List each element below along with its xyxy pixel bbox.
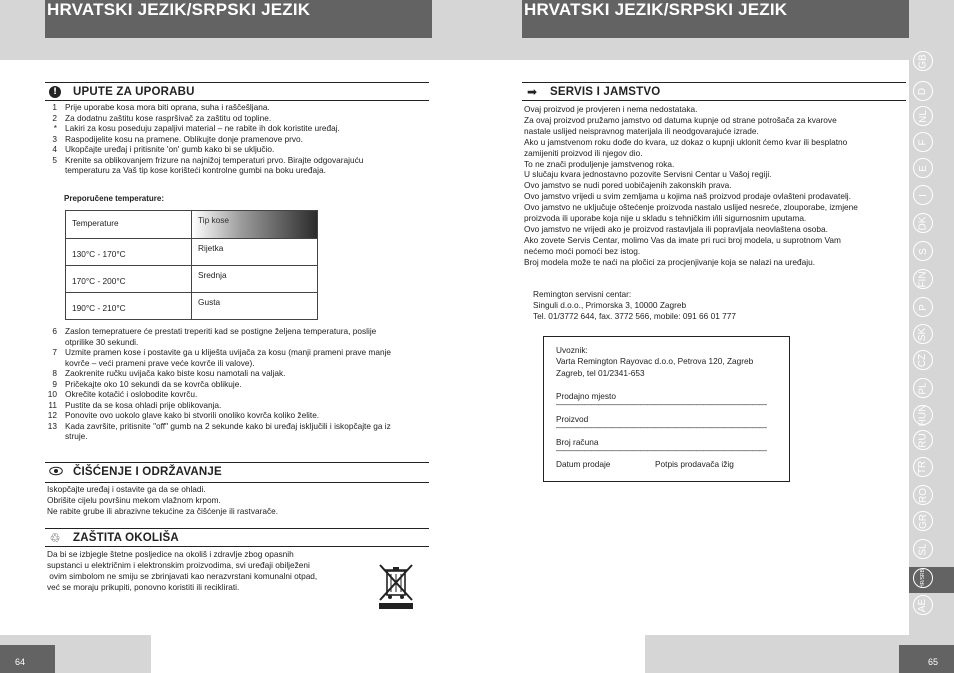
language-tab-label: GR xyxy=(917,513,929,529)
language-tab-ro[interactable] xyxy=(913,485,933,505)
list-item-text: Krenite sa oblikovanjem frizure na najnižoj temperaturi prvo. Birajte odgovarajuću xyxy=(65,154,364,165)
warranty-card xyxy=(543,336,790,482)
list-item-text: Za dodatnu zaštitu kose raspršivač za zaštitu od topline. xyxy=(65,112,272,123)
language-tab-ru[interactable] xyxy=(913,430,933,450)
language-tab-label: RO xyxy=(917,487,929,503)
section-instructions-header xyxy=(45,82,429,96)
service-line: proizvoda ili uporabe koja nije u skladu s tehničkim i/ili sigurnosnim uputama. xyxy=(524,213,807,223)
list-item xyxy=(45,431,391,442)
language-tabs xyxy=(909,45,954,635)
service-line: Za ovaj proizvod pružamo jamstvo od datuma kupnje od strane potrošača za kvarove xyxy=(524,114,837,125)
table-row xyxy=(66,292,317,319)
list-item xyxy=(45,379,391,390)
table-cell: 130°C - 170°C xyxy=(66,239,192,265)
language-tab-label: AE xyxy=(917,598,929,612)
importer-label: Uvoznik: xyxy=(556,345,588,355)
divider xyxy=(45,546,429,547)
cleaning-line: Iskopčajte uređaj i ostavite ga da se ohladi. xyxy=(47,484,206,494)
list-item xyxy=(45,123,363,134)
section-title: UPUTE ZA UPORABU xyxy=(73,86,195,98)
service-line: Ako u jamstvenom roku dođe do kvara, uz dokaz o kupnji uklonit ćemo kvar ili besplatno xyxy=(524,136,848,147)
product-line: —————————————————————————————— xyxy=(556,423,766,432)
sale-place-label: Prodajno mjesto xyxy=(556,391,616,401)
language-tab-label: SL xyxy=(917,542,929,556)
page-number-left: 64 xyxy=(0,645,55,673)
list-item-number: 13 xyxy=(47,420,57,431)
list-item-number: 12 xyxy=(47,410,57,420)
list-item xyxy=(45,326,391,337)
table-header-cell: Tip kose xyxy=(192,211,317,238)
divider xyxy=(45,100,429,101)
language-tab-label: HUN xyxy=(917,404,929,426)
list-item-text: Lakiri za kosu poseduju zapaljivi material – ne rabite ih dok koristite uređaj. xyxy=(65,123,340,133)
cleaning-line: Ne rabite grube ili abrazivne tekućine za čišćenje ili rastvarače. xyxy=(47,506,279,516)
service-center-line: Singuli d.o.o., Primorska 3, 10000 Zagreb xyxy=(533,300,687,310)
language-tab-label: TR xyxy=(917,460,929,474)
environment-line: supstanci u električnim i elektronskim proizvodima, svi uređaji obilježeni xyxy=(47,560,310,570)
list-item xyxy=(45,102,363,113)
service-center-line: Tel. 01/3772 644, fax. 3772 566, mobile: 091 66 01 777 xyxy=(533,311,736,321)
service-line: Ovo jamstvo se nudi pored uobičajenih zakonskih prava. xyxy=(524,180,732,191)
table-row xyxy=(66,265,317,292)
table-header-cell: Temperature xyxy=(66,211,192,238)
language-tab-label: HR/SRB xyxy=(919,568,926,588)
language-tab-ae[interactable] xyxy=(913,595,933,615)
list-item-number: 3 xyxy=(52,133,57,144)
list-item-number: 11 xyxy=(48,399,57,410)
language-tab-label: SK xyxy=(917,327,929,341)
recycle-icon: ♲ xyxy=(49,531,61,545)
instructions-list-b xyxy=(45,326,391,442)
table-cell: Gusta xyxy=(198,297,221,307)
language-tab-label: GB xyxy=(917,53,929,69)
service-line: Ovo jamstvo ne vrijedi ako je proizvod rastavljala ili popravljala neovlaštena osoba. xyxy=(524,223,828,234)
list-item xyxy=(45,155,363,166)
language-tab-e[interactable] xyxy=(913,158,933,178)
list-item-text: struje. xyxy=(65,431,88,441)
list-item-number: 7 xyxy=(52,347,57,357)
service-center-line: Remington servisni centar: xyxy=(533,289,632,299)
product-label: Proizvod xyxy=(556,414,589,424)
page-number-right: 65 xyxy=(899,645,954,673)
language-tab-label: I xyxy=(917,193,929,197)
service-line: Ovo jamstvo vrijedi u svim zemljama u kojima naš proizvod prodaje ovlašteni prodavatelj. xyxy=(524,191,851,202)
section-service-header xyxy=(522,82,906,99)
language-tab-pl[interactable] xyxy=(913,378,933,398)
list-item-text: Ukopčajte uređaj i pritisnite 'on' gumb kako bi se uključio. xyxy=(65,144,275,154)
list-item-text: Uzmite pramen kose i postavite ga u kliješta uvijača za kosu (manji prameni prave manje xyxy=(65,347,392,357)
language-tab-hr-srb[interactable] xyxy=(913,568,933,588)
list-item-text: Kada završite, pritisnite "off" gumb na 2 sekunde kako bi uređaj isključili i iskopčajte ga iz xyxy=(65,420,391,431)
table-header-row xyxy=(66,211,317,238)
section-cleaning-header xyxy=(45,462,429,476)
language-tab-dk[interactable] xyxy=(913,213,933,233)
temperature-table xyxy=(65,210,318,320)
language-tab-gr[interactable] xyxy=(913,511,933,531)
section-environment-header xyxy=(45,528,429,545)
list-item xyxy=(45,347,391,358)
list-item xyxy=(45,113,363,124)
list-item-text: otprilike 30 sekundi. xyxy=(65,336,139,347)
language-tab-s[interactable] xyxy=(913,241,933,261)
list-item-text: temperaturu za Vaš tip kose korišteći kontrolne gumbi na boku uređaja. xyxy=(65,165,326,175)
language-tab-tr[interactable] xyxy=(913,457,933,477)
divider xyxy=(45,482,429,483)
language-tab-label: E xyxy=(917,164,929,172)
service-line: To ne znači produljenje jamstvenog roka. xyxy=(524,158,675,169)
sale-place-line: —————————————————————————————— xyxy=(556,400,766,409)
table-cell: Srednja xyxy=(198,270,227,280)
list-item-text: Pričekajte oko 10 sekundi da se kovrča oblikuje. xyxy=(65,378,242,389)
language-tab-d[interactable] xyxy=(913,81,933,101)
list-item xyxy=(45,134,363,145)
list-item-number: 6 xyxy=(52,326,57,336)
list-item-text: Okrečite kotačić i oslobodite kovrču. xyxy=(65,389,198,399)
language-tab-label: NL xyxy=(917,109,929,123)
warning-icon: ! xyxy=(49,86,61,98)
sale-date-label: Datum prodaje xyxy=(556,459,611,469)
service-line: Ovaj proizvod je provjeren i nema nedostataka. xyxy=(524,104,698,114)
table-cell: Rijetka xyxy=(198,243,224,253)
list-item-text: Raspodijelite kosu na pramene. Oblikujte donje pramenove prvo. xyxy=(65,133,303,144)
invoice-label: Broj računa xyxy=(556,437,599,447)
list-item-text: Ponovite ovo uokolo glave kako bi stvorili onoliko kovrča koliko želite. xyxy=(65,410,320,420)
language-tab-label: CZ xyxy=(917,353,929,367)
table-cell: 170°C - 200°C xyxy=(66,266,192,292)
list-item-text: kovrče – veći prameni prave veće kovrče ili valove). xyxy=(65,357,255,368)
language-tab-gb[interactable] xyxy=(913,51,933,71)
cleaning-line: Obrišite cijelu površinu mekom vlažnom krpom. xyxy=(47,495,221,505)
service-line: nećemo moći pomoći bez istog. xyxy=(524,245,641,256)
eye-icon xyxy=(49,466,61,478)
service-line: nastale uslijed neispravnog materijala ili neodgovarajuće izrade. xyxy=(524,125,759,136)
language-tab-label: DK xyxy=(917,216,929,230)
list-item-number: 5 xyxy=(52,154,57,165)
list-item-number: 4 xyxy=(52,144,57,154)
service-line: Ovo jamstvo ne uključuje oštećenje proizvoda nastalo uslijed nesreće, zlouporabe, izmjene xyxy=(524,202,858,213)
language-tab-nl[interactable] xyxy=(913,106,933,126)
list-item-text: Pustite da se kosa ohladi prije oblikovanja. xyxy=(65,399,222,410)
importer-phone: Zagreb, tel 01/2341-653 xyxy=(556,368,645,378)
list-item-number: 1 xyxy=(52,102,57,112)
table-row xyxy=(66,238,317,265)
list-item xyxy=(45,400,391,411)
language-tab-label: P xyxy=(917,303,929,311)
list-item xyxy=(45,337,391,348)
weee-bin-icon xyxy=(377,562,415,610)
language-tab-cz[interactable] xyxy=(913,350,933,370)
arrow-right-icon: ➡ xyxy=(526,85,538,99)
list-item-number: 2 xyxy=(52,112,57,123)
list-item-number: 8 xyxy=(52,368,57,378)
environment-line: Da bi se izbjegle štetne posljedice na okoliš i zdravlje zbog opasnih xyxy=(47,549,294,559)
table-cell: 190°C - 210°C xyxy=(66,293,192,319)
language-tab-sk[interactable] xyxy=(913,324,933,344)
service-line: Broj modela može te naći na pločici za procjenjivanje koja se nalazi na uređaju. xyxy=(524,256,816,267)
language-tab-fin[interactable] xyxy=(913,269,933,289)
invoice-line: —————————————————————————————— xyxy=(556,446,766,455)
list-item-number: 10 xyxy=(47,389,57,399)
service-line: U slučaju kvara jednostavno pozovite Servisni Centar u Vašoj regiji. xyxy=(524,169,772,180)
section-title: ZAŠTITA OKOLIŠA xyxy=(73,532,179,544)
list-item-text: Zaokrenite ručku uvijača kako biste kosu namotali na valjak. xyxy=(65,368,286,378)
section-title: ČIŠĆENJE I ODRŽAVANJE xyxy=(73,466,222,478)
language-tab-label: PL xyxy=(917,381,929,395)
list-item xyxy=(45,144,363,155)
language-tab-label: RU xyxy=(917,432,929,448)
page-title-right: HRVATSKI JEZIK/SRPSKI JEZIK xyxy=(522,0,909,38)
temperature-heading: Preporučene temperature: xyxy=(64,194,165,203)
section-title: SERVIS I JAMSTVO xyxy=(550,86,661,98)
environment-line: ovim simbolom ne smiju se zbrinjavati kao nerazvrstani komunalni otpad, xyxy=(47,571,318,581)
page-title-left: HRVATSKI JEZIK/SRPSKI JEZIK xyxy=(45,0,432,38)
language-tab-p[interactable] xyxy=(913,297,933,317)
seller-signature-label: Potpis prodavača ižig xyxy=(655,459,734,469)
instructions-list-a xyxy=(45,102,363,176)
list-item xyxy=(45,410,391,421)
language-tab-label: D xyxy=(917,87,929,95)
list-item xyxy=(45,368,391,379)
list-item xyxy=(45,165,363,176)
list-item-text: Zaslon temepratuere će prestati treperiti kad se postigne željena temperatura, poslije xyxy=(65,326,377,336)
language-tab-i[interactable] xyxy=(913,185,933,205)
importer-address: Varta Remington Rayovac d.o.o, Petrova 120, Zagreb xyxy=(556,356,754,366)
divider xyxy=(522,100,906,101)
language-tab-label: F xyxy=(917,138,929,146)
list-item xyxy=(45,389,391,400)
language-tab-label: FIN xyxy=(917,270,929,288)
language-tab-hun[interactable] xyxy=(913,405,933,425)
list-item-text: Prije uporabe kosa mora biti oprana, suha i raščešljana. xyxy=(65,102,270,112)
list-item xyxy=(45,421,391,432)
list-item-number: * xyxy=(53,123,57,133)
service-line: Ako zovete Servis Centar, molimo Vas da imate pri ruci broj modela, u suprotnom Vam xyxy=(524,234,841,245)
language-tab-label: S xyxy=(917,247,929,255)
language-tab-sl[interactable] xyxy=(913,539,933,559)
list-item xyxy=(45,358,391,369)
list-item-number: 9 xyxy=(52,378,57,389)
language-tab-f[interactable] xyxy=(913,132,933,152)
environment-line: već se moraju prikupiti, ponovno koristiti ili reciklirati. xyxy=(47,582,240,592)
service-line: zamijeniti proizvod ili njegov dio. xyxy=(524,147,643,158)
